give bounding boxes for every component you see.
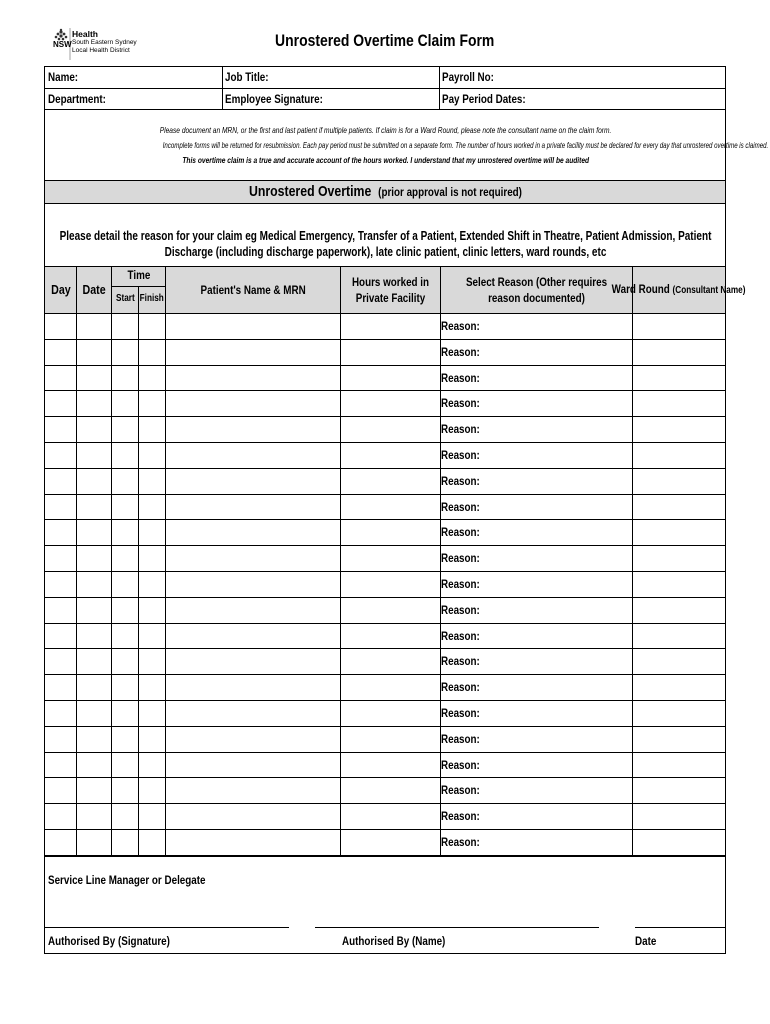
reason-label: Reason: <box>441 551 480 566</box>
row-divider <box>45 339 725 340</box>
col-start: Start <box>115 293 135 304</box>
reason-label: Reason: <box>441 602 480 617</box>
table-row[interactable] <box>441 629 488 643</box>
table-row[interactable] <box>441 835 488 849</box>
table-row[interactable] <box>441 422 488 436</box>
row-divider <box>45 365 725 366</box>
authorised-name-label: Authorised By (Name) <box>342 934 446 948</box>
reason-label: Reason: <box>441 628 480 643</box>
approval-section <box>44 856 726 954</box>
col-ward-round: Ward Round (Consultant Name) <box>612 282 746 296</box>
employee-details <box>44 66 726 110</box>
table-row[interactable] <box>441 603 488 617</box>
section-note: (prior approval is not required) <box>377 185 522 199</box>
column-divider <box>632 267 633 855</box>
section-header <box>44 180 726 204</box>
row-divider <box>45 597 725 598</box>
logo-org: Health <box>72 29 98 39</box>
row-divider <box>45 700 725 701</box>
reason-guidance <box>44 204 726 266</box>
col-hours: Hours worked in Private Facility <box>351 275 430 305</box>
reason-label: Reason: <box>441 783 480 798</box>
column-divider <box>340 267 341 855</box>
table-row[interactable] <box>441 706 488 720</box>
row-divider <box>45 571 725 572</box>
section-title: Unrostered Overtime <box>248 183 371 200</box>
col-reason: Select Reason (Other requires reason documented) <box>465 275 608 305</box>
row-divider <box>45 494 725 495</box>
table-row[interactable] <box>441 809 488 823</box>
reason-guidance-text: Please detail the reason for your claim eg Medical Emergency, Transfer of a Patient, Extended Shift in Theatre, Patient Admission, Patient Discharge (including discharge paperwork), late clinic patient, clinic letters, ward rounds, etc <box>59 229 711 259</box>
pay-period-field[interactable]: Pay Period Dates: <box>442 92 526 106</box>
table-row[interactable] <box>441 654 488 668</box>
reason-label: Reason: <box>441 370 480 385</box>
reason-label: Reason: <box>441 757 480 772</box>
reason-label: Reason: <box>441 319 480 333</box>
row-divider <box>45 623 725 624</box>
reason-label: Reason: <box>441 396 480 411</box>
reason-label: Reason: <box>441 448 480 462</box>
row-divider <box>45 390 725 391</box>
reason-label: Reason: <box>441 654 480 669</box>
instruction-line-3: This overtime claim is a true and accurate account of the hours worked. I understand that my unrostered overtime will be audited <box>182 155 590 165</box>
table-row[interactable] <box>441 474 488 488</box>
table-row[interactable] <box>441 577 488 591</box>
row-divider <box>45 313 725 314</box>
reason-label: Reason: <box>441 525 480 540</box>
employee-signature-field[interactable]: Employee Signature: <box>225 92 323 106</box>
col-patient: Patient's Name & MRN <box>200 283 306 297</box>
instructions <box>44 110 769 180</box>
row-divider <box>45 416 725 417</box>
reason-label: Reason: <box>441 422 480 437</box>
form-title: Unrostered Overtime Claim Form <box>275 31 495 50</box>
name-field[interactable]: Name: <box>48 70 79 84</box>
name-line[interactable] <box>315 927 599 928</box>
reason-label: Reason: <box>441 835 480 849</box>
table-row[interactable] <box>441 680 488 694</box>
row-divider <box>45 545 725 546</box>
row-divider <box>45 519 725 520</box>
reason-label: Reason: <box>441 344 480 359</box>
column-divider <box>111 267 112 855</box>
col-finish: Finish <box>139 293 165 304</box>
table-row[interactable] <box>441 783 488 797</box>
table-row[interactable] <box>441 758 488 772</box>
table-row[interactable] <box>441 371 488 385</box>
row-divider <box>45 674 725 675</box>
payroll-field[interactable]: Payroll No: <box>442 70 494 84</box>
row-divider <box>45 803 725 804</box>
row-divider <box>45 752 725 753</box>
reason-label: Reason: <box>441 809 480 824</box>
column-divider <box>138 267 139 855</box>
logo-sub1: South Eastern Sydney <box>72 39 137 46</box>
reason-label: Reason: <box>441 577 480 591</box>
authorised-signature-label: Authorised By (Signature) <box>48 934 170 948</box>
col-date: Date <box>82 282 106 297</box>
row-divider <box>45 468 725 469</box>
row-divider <box>45 829 725 830</box>
table-row[interactable] <box>441 448 488 462</box>
table-row[interactable] <box>441 319 488 333</box>
date-line[interactable] <box>635 927 725 928</box>
time-subheader-line <box>111 286 165 287</box>
reason-label: Reason: <box>441 473 480 488</box>
reason-label: Reason: <box>441 499 480 514</box>
table-row[interactable] <box>441 345 488 359</box>
table-row[interactable] <box>441 396 488 410</box>
table-row[interactable] <box>441 732 488 746</box>
reason-label: Reason: <box>441 731 480 746</box>
date-label: Date <box>635 934 657 948</box>
claim-table <box>44 266 746 856</box>
instruction-line-1: Please document an MRN, or the first and last patient if multiple patients. If claim is for a Ward Round, please note the consultant name on the claim form. <box>160 125 612 135</box>
manager-label: Service Line Manager or Delegate <box>48 873 206 887</box>
signature-line[interactable] <box>45 927 289 928</box>
row-divider <box>45 648 725 649</box>
row-divider <box>45 777 725 778</box>
row-divider <box>45 442 725 443</box>
logo-nsw: NSW <box>53 40 72 49</box>
col-time: Time <box>127 268 150 282</box>
column-divider <box>165 267 166 855</box>
job-title-field[interactable]: Job Title: <box>225 70 269 84</box>
logo-sub2: Local Health District <box>72 46 130 54</box>
instruction-line-2: Incomplete forms will be returned for resubmission. Each pay period must be submitted on a separate form. The number of hours worked in a private facility must be declared for every day that unrostered overtime is claimed. <box>162 140 769 150</box>
reason-label: Reason: <box>441 680 480 695</box>
col-day: Day <box>50 282 71 297</box>
row-divider <box>45 726 725 727</box>
reason-label: Reason: <box>441 706 480 720</box>
table-row[interactable] <box>441 551 488 565</box>
table-row[interactable] <box>441 500 488 514</box>
table-row[interactable] <box>441 525 488 539</box>
column-divider <box>76 267 77 855</box>
department-field[interactable]: Department: <box>48 92 106 106</box>
